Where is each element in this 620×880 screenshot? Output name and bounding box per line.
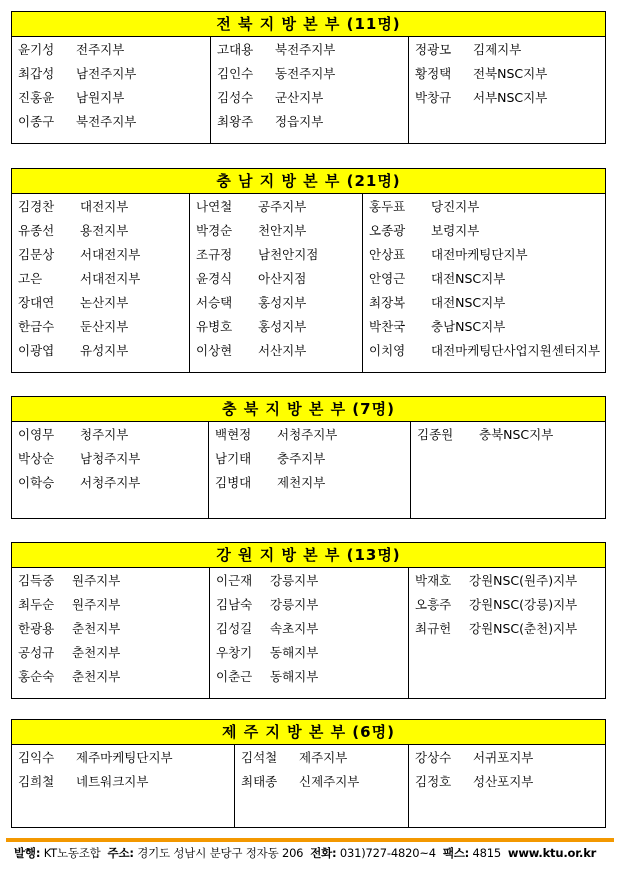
member-row (215, 471, 410, 495)
member-name: 백현정 (215, 427, 252, 442)
section-title: 강 원 지 방 본 부 (13명) (12, 543, 605, 568)
section-title: 충 북 지 방 본 부 (7명) (12, 397, 605, 422)
member-name: 박경순 (196, 223, 233, 238)
member-unit: 보령지부 (431, 223, 480, 238)
member-unit: 성산포지부 (473, 774, 534, 789)
member-unit: 남전주지부 (76, 66, 137, 81)
member-column (209, 568, 408, 698)
member-name: 고대용 (217, 42, 254, 57)
member-name: 윤기성 (18, 42, 55, 57)
member-name: 김희철 (18, 774, 55, 789)
member-name: 최왕주 (217, 114, 254, 129)
member-row (18, 746, 234, 770)
member-name: 이치영 (369, 343, 406, 358)
member-name: 한광용 (18, 621, 55, 636)
member-row (18, 195, 189, 219)
region-section (11, 168, 606, 373)
member-row (196, 219, 362, 243)
member-name: 윤경식 (196, 271, 233, 286)
member-name: 이학승 (18, 475, 55, 490)
member-row (241, 770, 408, 794)
member-row (415, 593, 605, 617)
member-row (18, 110, 210, 134)
member-name: 김인수 (217, 66, 254, 81)
member-unit: 천안지부 (258, 223, 307, 238)
section-body (12, 422, 605, 518)
member-name: 우창기 (216, 645, 253, 660)
member-unit: 서대전지부 (80, 271, 141, 286)
member-name: 홍두표 (369, 199, 406, 214)
member-name: 최장복 (369, 295, 406, 310)
member-unit: 동해지부 (270, 645, 319, 660)
publisher-label: 발행: (14, 846, 41, 860)
member-row (241, 746, 408, 770)
member-name: 안영근 (369, 271, 406, 286)
phone: 031)727-4820~4 (339, 846, 436, 860)
member-name: 황정택 (415, 66, 452, 81)
member-row (196, 195, 362, 219)
member-name: 오종광 (369, 223, 406, 238)
member-unit: 남원지부 (76, 90, 125, 105)
section-body (12, 194, 605, 372)
member-unit: 둔산지부 (80, 319, 129, 334)
member-column (12, 745, 234, 827)
member-row (18, 219, 189, 243)
section-title: 충 남 지 방 본 부 (21명) (12, 169, 605, 194)
member-name: 박창규 (415, 90, 452, 105)
member-row (217, 110, 408, 134)
member-name: 서승택 (196, 295, 233, 310)
member-name: 김병대 (215, 475, 252, 490)
member-unit: 충남NSC지부 (431, 319, 506, 334)
member-unit: 전북NSC지부 (473, 66, 548, 81)
member-row (196, 339, 362, 363)
member-name: 이춘근 (216, 669, 253, 684)
member-row (196, 267, 362, 291)
member-unit: 속초지부 (270, 621, 319, 636)
member-name: 유병호 (196, 319, 233, 334)
member-name: 안상표 (369, 247, 406, 262)
member-row (18, 617, 209, 641)
member-column (410, 422, 605, 518)
member-name: 박상순 (18, 451, 55, 466)
member-column (408, 568, 605, 698)
member-unit: 당진지부 (431, 199, 480, 214)
member-row (415, 746, 605, 770)
member-row (369, 195, 605, 219)
fax: 4815 (472, 846, 501, 860)
member-row (415, 62, 605, 86)
website-link[interactable]: www.ktu.or.kr (507, 846, 597, 860)
member-unit: 대전마케팅단지부 (431, 247, 528, 262)
member-unit: 강릉지부 (270, 573, 319, 588)
member-unit: 서청주지부 (277, 427, 338, 442)
member-unit: 제주지부 (299, 750, 348, 765)
member-row (217, 38, 408, 62)
member-unit: 강원NSC(강릉)지부 (469, 597, 578, 612)
member-unit: 강원NSC(원주)지부 (469, 573, 578, 588)
member-name: 장대연 (18, 295, 55, 310)
member-name: 나연철 (196, 199, 233, 214)
member-row (18, 267, 189, 291)
member-row (369, 339, 605, 363)
region-section (11, 11, 606, 144)
member-row (216, 641, 408, 665)
member-unit: 공주지부 (258, 199, 307, 214)
member-row (18, 641, 209, 665)
member-row (216, 617, 408, 641)
member-row (18, 569, 209, 593)
member-row (18, 339, 189, 363)
member-column (189, 194, 362, 372)
member-name: 정광모 (415, 42, 452, 57)
member-row (216, 569, 408, 593)
member-name: 김종원 (417, 427, 454, 442)
member-unit: 대전NSC지부 (431, 271, 506, 286)
member-column (12, 194, 189, 372)
member-row (196, 291, 362, 315)
member-row (18, 471, 208, 495)
member-column (234, 745, 408, 827)
member-unit: 정읍지부 (275, 114, 324, 129)
member-row (217, 86, 408, 110)
member-name: 최두순 (18, 597, 55, 612)
member-row (415, 38, 605, 62)
member-name: 강상수 (415, 750, 452, 765)
member-unit: 김제지부 (473, 42, 522, 57)
member-unit: 아산지점 (258, 271, 307, 286)
member-name: 이종구 (18, 114, 55, 129)
member-name: 최갑성 (18, 66, 55, 81)
member-row (415, 617, 605, 641)
member-unit: 동전주지부 (275, 66, 336, 81)
member-row (18, 665, 209, 689)
member-row (415, 770, 605, 794)
member-column (12, 37, 210, 143)
member-unit: 제천지부 (277, 475, 326, 490)
member-row (369, 243, 605, 267)
member-name: 최규헌 (415, 621, 452, 636)
footer-divider (6, 838, 614, 842)
member-unit: 서대전지부 (80, 247, 141, 262)
section-title: 제 주 지 방 본 부 (6명) (12, 720, 605, 745)
member-row (215, 447, 410, 471)
member-unit: 홍성지부 (258, 319, 307, 334)
member-unit: 유성지부 (80, 343, 129, 358)
member-unit: 서귀포지부 (473, 750, 534, 765)
member-name: 김정호 (415, 774, 452, 789)
member-unit: 원주지부 (72, 597, 121, 612)
member-row (216, 665, 408, 689)
member-unit: 논산지부 (80, 295, 129, 310)
member-row (216, 593, 408, 617)
member-unit: 북전주지부 (76, 114, 137, 129)
member-row (18, 243, 189, 267)
section-body (12, 745, 605, 827)
member-name: 고은 (18, 271, 43, 286)
member-row (369, 219, 605, 243)
member-name: 김성길 (216, 621, 253, 636)
member-unit: 대전NSC지부 (431, 295, 506, 310)
footer (14, 845, 614, 861)
member-column (408, 745, 605, 827)
member-name: 김경찬 (18, 199, 55, 214)
phone-label: 전화: (310, 846, 337, 860)
member-row (415, 569, 605, 593)
member-unit: 네트워크지부 (76, 774, 149, 789)
member-unit: 홍성지부 (258, 295, 307, 310)
member-unit: 강원NSC(춘천)지부 (469, 621, 578, 636)
address: 경기도 성남시 분당구 정자동 206 (137, 846, 304, 860)
member-name: 이근재 (216, 573, 253, 588)
member-unit: 군산지부 (275, 90, 324, 105)
member-row (369, 267, 605, 291)
member-unit: 대전지부 (80, 199, 129, 214)
member-row (18, 86, 210, 110)
member-unit: 충주지부 (277, 451, 326, 466)
member-name: 최태종 (241, 774, 278, 789)
member-name: 김성수 (217, 90, 254, 105)
member-column (208, 422, 410, 518)
member-name: 공성규 (18, 645, 55, 660)
member-column (362, 194, 605, 372)
member-unit: 서청주지부 (80, 475, 141, 490)
member-name: 이광엽 (18, 343, 55, 358)
member-unit: 남천안지점 (258, 247, 319, 262)
member-row (415, 86, 605, 110)
member-row (369, 315, 605, 339)
member-name: 박재호 (415, 573, 452, 588)
member-unit: 충북NSC지부 (479, 427, 554, 442)
fax-label: 팩스: (442, 846, 470, 860)
member-unit: 춘천지부 (72, 669, 121, 684)
member-name: 박찬국 (369, 319, 406, 334)
member-unit: 용전지부 (80, 223, 129, 238)
member-unit: 동해지부 (270, 669, 319, 684)
member-name: 유종선 (18, 223, 55, 238)
member-name: 오흥주 (415, 597, 452, 612)
member-unit: 서부NSC지부 (473, 90, 548, 105)
member-column (210, 37, 408, 143)
region-section (11, 396, 606, 519)
member-unit: 청주지부 (80, 427, 129, 442)
member-name: 이영무 (18, 427, 55, 442)
member-unit: 춘천지부 (72, 621, 121, 636)
publisher: KT노동조합 (43, 846, 101, 860)
member-column (12, 422, 208, 518)
member-row (18, 38, 210, 62)
member-name: 남기태 (215, 451, 252, 466)
member-unit: 서산지부 (258, 343, 307, 358)
member-unit: 북전주지부 (275, 42, 336, 57)
member-name: 김득중 (18, 573, 55, 588)
member-name: 한금수 (18, 319, 55, 334)
section-body (12, 37, 605, 143)
member-row (196, 315, 362, 339)
member-unit: 강릉지부 (270, 597, 319, 612)
member-row (196, 243, 362, 267)
member-row (18, 291, 189, 315)
member-row (18, 447, 208, 471)
section-title: 전 북 지 방 본 부 (11명) (12, 12, 605, 37)
member-row (215, 423, 410, 447)
region-section (11, 719, 606, 828)
member-row (18, 62, 210, 86)
member-row (369, 291, 605, 315)
member-row (217, 62, 408, 86)
member-name: 김석철 (241, 750, 278, 765)
member-name: 김문상 (18, 247, 55, 262)
member-row (18, 423, 208, 447)
member-row (18, 315, 189, 339)
member-row (18, 770, 234, 794)
member-unit: 원주지부 (72, 573, 121, 588)
member-name: 김남숙 (216, 597, 253, 612)
section-body (12, 568, 605, 698)
member-name: 진홍윤 (18, 90, 55, 105)
member-name: 홍순숙 (18, 669, 55, 684)
member-column (408, 37, 605, 143)
member-name: 조규정 (196, 247, 233, 262)
member-name: 김익수 (18, 750, 55, 765)
member-unit: 춘천지부 (72, 645, 121, 660)
member-unit: 대전마케팅단사업지원센터지부 (431, 343, 601, 358)
member-unit: 전주지부 (76, 42, 125, 57)
member-unit: 신제주지부 (299, 774, 360, 789)
region-section (11, 542, 606, 699)
member-unit: 남청주지부 (80, 451, 141, 466)
member-row (18, 593, 209, 617)
member-column (12, 568, 209, 698)
address-label: 주소: (107, 846, 134, 860)
member-unit: 제주마케팅단지부 (76, 750, 173, 765)
member-name: 이상현 (196, 343, 233, 358)
member-row (417, 423, 605, 447)
